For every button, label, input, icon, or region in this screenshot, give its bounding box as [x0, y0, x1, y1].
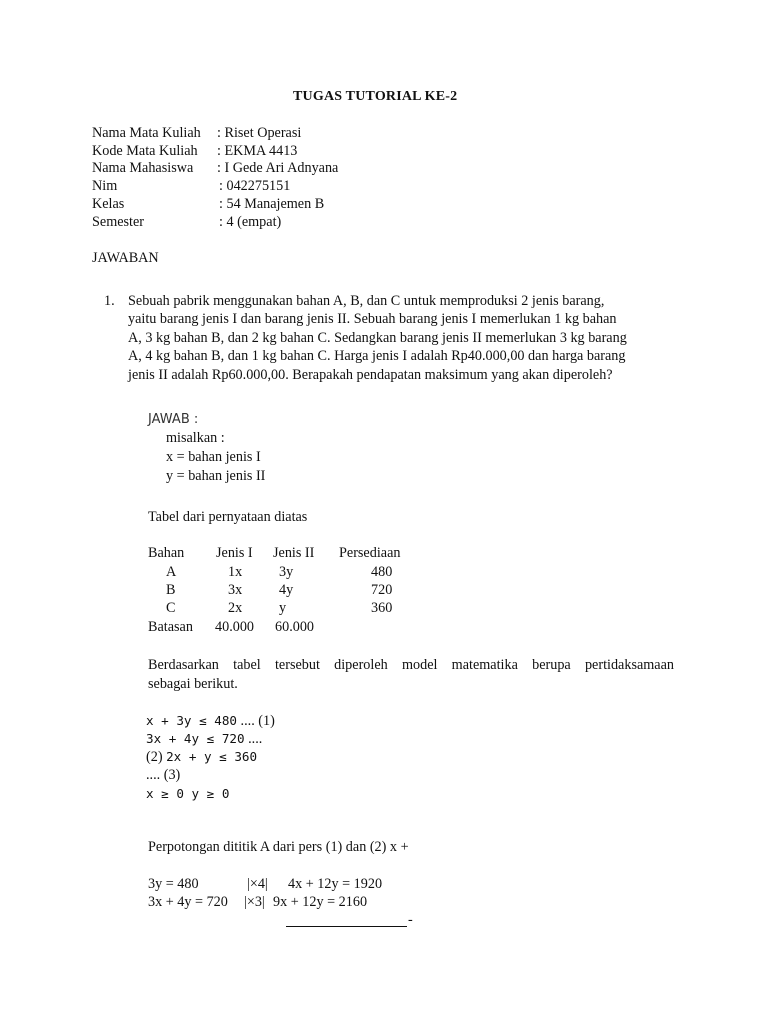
model-text-line: Berdasarkan tabel tersebut diperoleh model matematika berupa pertidaksamaan [148, 657, 674, 673]
document-title: TUGAS TUTORIAL KE-2 [293, 89, 458, 104]
model-text-line: sebagai berikut. [148, 676, 238, 692]
table-cell: 1x [228, 564, 243, 580]
info-value-class: : 54 Manajemen B [219, 196, 325, 212]
info-value-course-name: : Riset Operasi [217, 125, 302, 141]
info-label-student-name: Nama Mahasiswa [92, 160, 194, 176]
subtraction-sign: - [408, 912, 413, 928]
table-cell: B [166, 582, 176, 598]
info-value-course-code: : EKMA 4413 [217, 143, 298, 159]
info-label-nim: Nim [92, 178, 118, 194]
question-line: A, 3 kg bahan B, dan 2 kg bahan C. Sedangkan barang jenis II memerlukan 3 kg barang [128, 330, 627, 346]
table-header: Jenis I [216, 545, 253, 561]
inequality-label: .... [244, 731, 263, 747]
table-batasan-value: 60.000 [275, 619, 315, 635]
table-cell: 360 [371, 600, 393, 616]
inequality-label: (2) [146, 749, 167, 765]
inequality-line-3 [146, 748, 257, 766]
equation-multiplier: |×3| [244, 894, 265, 910]
table-cell: C [166, 600, 176, 616]
inequality-expression: 3x + 4y ≤ 720 [146, 731, 245, 746]
question-line: Sebuah pabrik menggunakan bahan A, B, dan C untuk memproduksi 2 jenis barang, [128, 293, 605, 309]
jawab-label: JAWAB : [148, 412, 199, 427]
table-cell: A [166, 564, 177, 580]
info-label-class: Kelas [92, 196, 125, 212]
info-value-nim: : 042275151 [219, 178, 291, 194]
table-cell: 3x [228, 582, 243, 598]
question-line: jenis II adalah Rp60.000,00. Berapakah pendapatan maksimum yang akan diperoleh? [128, 367, 613, 383]
inequality-line-2 [146, 730, 262, 748]
inequality-expression: 2x + y ≤ 360 [166, 749, 258, 764]
table-header: Persediaan [339, 545, 401, 561]
non-negativity-constraint: x ≥ 0 y ≥ 0 [146, 786, 230, 801]
info-value-semester: : 4 (empat) [219, 214, 282, 230]
info-label-course-code: Kode Mata Kuliah [92, 143, 198, 159]
question-line: yaitu barang jenis I dan barang jenis II. Sebuah barang jenis I memerlukan 1 kg bahan [128, 311, 617, 327]
variable-y: y = bahan jenis II [166, 468, 266, 484]
table-header: Jenis II [273, 545, 315, 561]
subtraction-rule [286, 926, 407, 927]
intersection-text: Perpotongan dititik A dari pers (1) dan (2) x + [148, 839, 409, 855]
table-cell: 2x [228, 600, 243, 616]
variable-x: x = bahan jenis I [166, 449, 261, 465]
inequality-label: .... (1) [237, 713, 275, 729]
table-cell: 720 [371, 582, 393, 598]
table-cell: 4y [279, 582, 294, 598]
question-number: 1. [104, 293, 115, 309]
inequality-expression: x + 3y ≤ 480 [146, 713, 237, 728]
equation-right: 9x + 12y = 2160 [273, 894, 368, 910]
equation-right: 4x + 12y = 1920 [288, 876, 383, 892]
table-intro: Tabel dari pernyataan diatas [148, 509, 308, 525]
info-value-student-name: : I Gede Ari Adnyana [217, 160, 339, 176]
table-cell: 3y [279, 564, 294, 580]
equation-left: 3y = 480 [148, 876, 199, 892]
inequality-line-4: .... (3) [146, 767, 181, 783]
inequality-line-1 [146, 712, 275, 730]
info-label-course-name: Nama Mata Kuliah [92, 125, 201, 141]
info-label-semester: Semester [92, 214, 145, 230]
table-cell: y [279, 600, 287, 616]
table-header: Bahan [148, 545, 185, 561]
equation-left: 3x + 4y = 720 [148, 894, 228, 910]
question-line: A, 4 kg bahan B, dan 1 kg bahan C. Harga jenis I adalah Rp40.000,00 dan harga barang [128, 348, 626, 364]
jawaban-heading: JAWABAN [92, 250, 159, 266]
table-batasan-value: 40.000 [215, 619, 255, 635]
misalkan-label: misalkan : [166, 430, 225, 446]
equation-multiplier: |×4| [247, 876, 268, 892]
table-batasan-label: Batasan [148, 619, 193, 635]
table-cell: 480 [371, 564, 393, 580]
